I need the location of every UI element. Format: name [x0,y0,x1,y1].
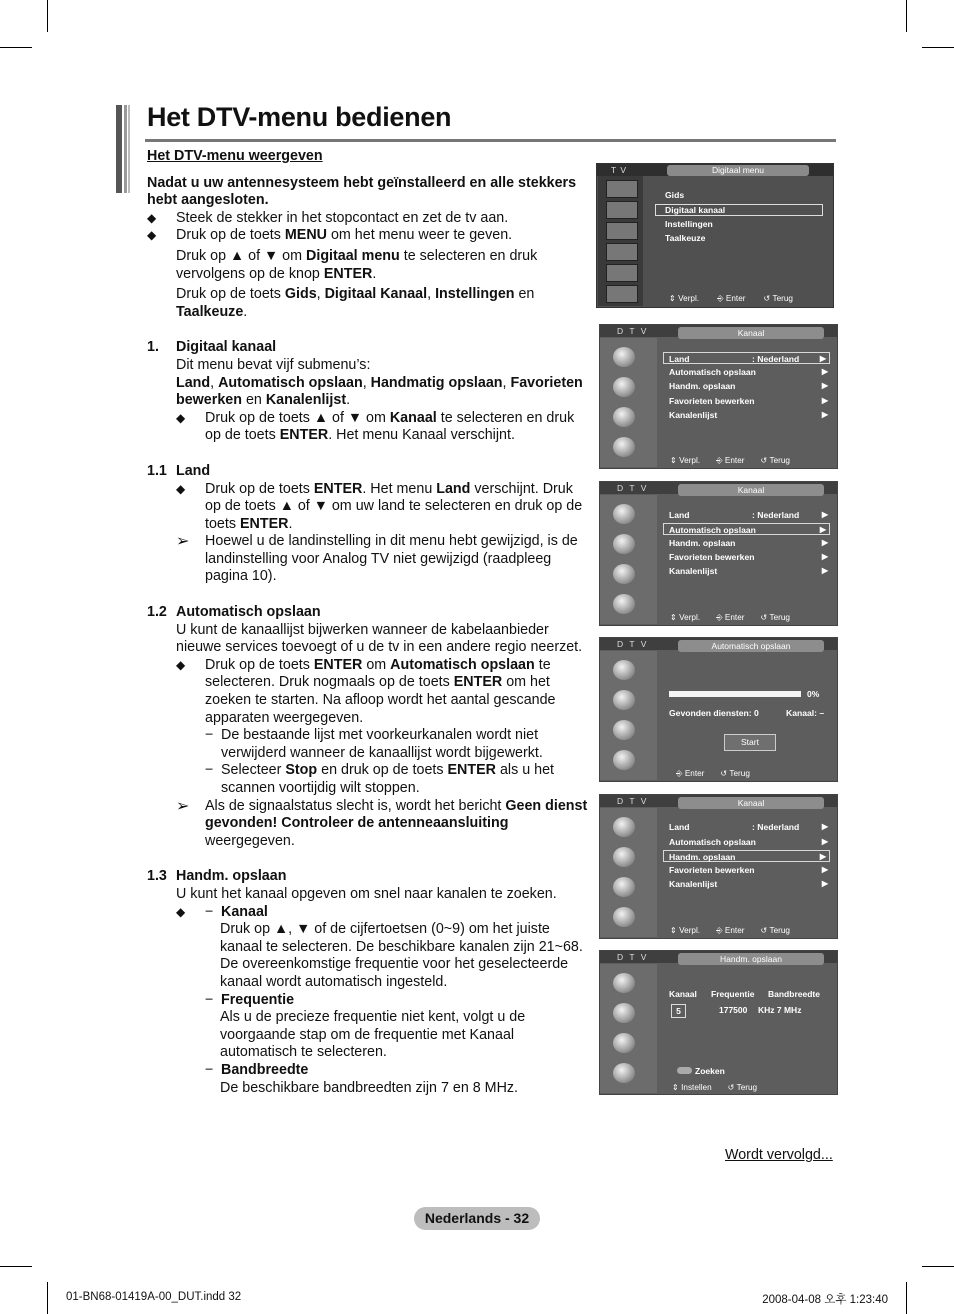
crop-mark [47,1282,48,1314]
osd-item: Favorieten bewerken ▶ [669,865,828,875]
crop-mark [906,1282,907,1314]
sec12-dash-2: − Selecteer Stop en druk op de toets ENTER als u het scannen voortijdig wilt stoppen. [205,762,554,796]
tv-icon [606,180,638,198]
sec12-desc: U kunt de kanaallijst bijwerken wanneer de kabelaanbieder nieuwe services toevoegt of u de tv in een andere regio neerzet. [176,621,583,656]
picture-icon [606,222,638,240]
crop-mark [922,1266,954,1267]
sec13-frequentie: − Frequentie [205,991,295,1008]
bandwidth-value: KHz 7 MHz [758,1005,802,1015]
satellite-icon [606,264,638,282]
sec13-heading: 1.3 Handm. opslaan [147,868,287,885]
sec13-kanaal: ◆ − Kanaal [176,903,268,920]
gear-icon [613,1033,635,1053]
col-frequentie: Frequentie [711,989,755,999]
sec11-heading: 1.1 Land [147,462,211,479]
sec1-bullet: ◆ Druk op de toets ▲ of ▼ om Kanaal te selecteren en druk op de toets ENTER. Het menu Kanaal verschijnt. [176,409,575,444]
osd-footer: ⇕ Verpl. ⎆ Enter ↺ Terug [670,613,790,622]
guide-icon [613,660,635,680]
step-3: Druk op ▲ of ▼ om Digitaal menu te selecteren en druk vervolgens op de knop ENTER. [176,247,538,282]
progress-bar [669,691,801,697]
sec13-bandbreedte-text: De beschikbare bandbreedten zijn 7 en 8 MHz. [220,1079,519,1096]
sec12-note: ➢ Als de signaalstatus slecht is, wordt het bericht Geen dienst gevonden! Controleer de antenneaansluiting weergegeven. [176,797,588,849]
osd-item: Handm. opslaan ▶ [663,850,830,862]
sec12-dash-1: − De bestaande lijst met voorkeurkanalen wordt niet verwijderd wanneer de kanaallijst wordt bijgewerkt. [205,727,543,761]
channel-icon [613,377,635,397]
footer-file: 01-BN68-01419A-00_DUT.indd 32 [66,1291,242,1303]
guide-icon [613,347,635,367]
osd-item: Automatisch opslaan ▶ [663,523,830,535]
osd-tv-item: Gids [665,190,685,200]
frequency-value: 177500 [719,1005,748,1015]
osd-item: Kanalenlijst ▶ [669,566,828,576]
section-heading: Het DTV-menu weergeven [147,148,323,164]
osd-item: Favorieten bewerken ▶ [669,396,828,406]
gear-icon [613,877,635,897]
language-icon [613,437,635,457]
sec13-frequentie-text: Als u de precieze frequentie niet kent, volgt u de voorgaande stap om de frequentie met Kanaal automatisch te selecteren. [220,1009,526,1061]
osd-item: Kanalenlijst ▶ [669,879,828,889]
language-icon [613,907,635,927]
osd-item: Handm. opslaan ▶ [669,381,828,391]
osd-item: Kanalenlijst ▶ [669,410,828,420]
osd-item: Land : Nederland ▶ [669,510,828,520]
guide-icon [613,504,635,524]
osd-item: Land : Nederland ▶ [663,352,830,364]
input-icon [606,285,638,303]
crop-mark [922,47,954,48]
crop-mark [0,1266,32,1267]
search-button-icon [677,1067,692,1074]
step-1: ◆ Steek de stekker in het stopcontact en zet de tv aan. [147,209,509,226]
crop-mark [47,0,48,32]
guide-icon [613,817,635,837]
progress-percent: 0% [807,689,820,699]
osd-footer: ⇕ Verpl. ⎆ Enter ↺ Terug [670,926,790,935]
title-decoration [116,105,132,193]
channel-icon [613,1003,635,1023]
osd-handm-opslaan: D T V Handm. opslaan Kanaal Frequentie Bandbreedte 5 177500 KHz 7 MHz Zoeken ⇕ Instellen ↺ Terug [599,950,838,1095]
title-rule [145,139,836,142]
osd-item: Automatisch opslaan ▶ [669,367,828,377]
osd-kanaal-land: D T V Kanaal Land : Nederland ▶ Automatisch opslaan ▶ Handm. opslaan ▶ Favorieten bewerken ▶ Kanalenlijst ▶ ⇕ Verpl. ⎆ Enter ↺ Terug [599,324,838,469]
gear-icon [606,243,638,261]
osd-tv-item-selected: Digitaal kanaal [655,204,823,216]
osd-tv-item: Taalkeuze [665,233,706,243]
osd-automatisch-opslaan: D T V Automatisch opslaan 0% Gevonden diensten: 0 Kanaal: – Start ⎆ Enter ↺ Terug [599,637,838,782]
start-button[interactable]: Start [724,734,776,751]
step-4: Druk op de toets Gids, Digitaal Kanaal, Instellingen en Taalkeuze. [176,286,535,320]
sec11-note: ➢ Hoewel u de landinstelling in dit menu hebt gewijzigd, is de landinstelling voor Analog TV niet gewijzigd (raadpleeg pagina 10). [176,533,578,585]
osd-kanaal-handm: D T V Kanaal Land : Nederland ▶ Automatisch opslaan ▶ Handm. opslaan ▶ Favorieten bewerken ▶ Kanalenlijst ▶ ⇕ Verpl. ⎆ Enter ↺ Terug [599,794,838,939]
osd-footer: ⇕ Verpl. ⎆ Enter ↺ Terug [670,456,790,465]
sec12-heading: 1.2 Automatisch opslaan [147,604,321,621]
language-icon [613,594,635,614]
found-services: Gevonden diensten: 0 [669,708,759,718]
osd-item: Favorieten bewerken ▶ [669,552,828,562]
sec1-heading: 1. Digitaal kanaal [147,339,277,356]
channel-icon [613,690,635,710]
gear-icon [613,564,635,584]
osd-tv-tab: Digitaal menu [667,165,809,176]
osd-digitaal-menu [596,163,834,308]
sec12-bullet: ◆ Druk op de toets ENTER om Automatisch opslaan te selecteren. Druk nogmaals op de toets ENTER om het zoeken te starten. Na afloop wordt het aantal gescande apparaten weergegeven. [176,656,556,726]
sec11-bullet: ◆ Druk op de toets ENTER. Het menu Land verschijnt. Druk op de toets ▲ of ▼ om uw land te selecteren en druk op de toets ENTER. [176,480,583,532]
channel-icon [613,847,635,867]
osd-item: Handm. opslaan ▶ [669,538,828,548]
page-title: Het DTV-menu bedienen [147,102,452,132]
intro: Nadat u uw antennesysteem hebt geïnstalleerd en alle stekkers hebt aangesloten. [147,174,577,209]
dtv-icon [606,201,638,219]
col-bandbreedte: Bandbreedte [768,989,820,999]
crop-mark [906,0,907,32]
gear-icon [613,720,635,740]
sec13-bandbreedte: − Bandbreedte [205,1061,309,1078]
footer-date: 2008-04-08 오후 1:23:40 [762,1294,888,1306]
language-icon [613,750,635,770]
main-text [147,148,589,1097]
osd-tv-sidebar [598,176,643,306]
sec13-kanaal-text: Druk op ▲, ▼ of de cijfertoetsen (0~9) om het juiste kanaal te selecteren. De beschikbare kanalen zijn 21~68. De overeenkomstige frequentie voor het geselecteerde kanaal wordt automatisch ingesteld. [220,921,583,990]
osd-tv-item: Instellingen [665,219,713,229]
osd-item: Land : Nederland ▶ [669,822,828,832]
osd-kanaal-auto: D T V Kanaal Land : Nederland ▶ Automatisch opslaan ▶ Handm. opslaan ▶ Favorieten bewerken ▶ Kanalenlijst ▶ ⇕ Verpl. ⎆ Enter ↺ Terug [599,481,838,626]
page-number: Nederlands - 32 [414,1207,540,1230]
osd-footer: ⎆ Enter ↺ Terug [676,769,750,778]
crop-mark [0,47,32,48]
osd-tv-label: T V [611,165,628,175]
osd-item: Automatisch opslaan ▶ [669,837,828,847]
osd-footer: ⇕ Instellen ↺ Terug [672,1083,758,1092]
sec13-desc: U kunt het kanaal opgeven om snel naar kanalen te zoeken. [176,885,557,902]
search-label: Zoeken [695,1066,725,1076]
language-icon [613,1063,635,1083]
osd-tv-footer: ⇕ Verpl. ⎆ Enter ↺ Terug [669,294,793,303]
gear-icon [613,407,635,427]
guide-icon [613,973,635,993]
channel-status: Kanaal: – [786,708,825,718]
step-2: ◆ Druk op de toets MENU om het menu weer te geven. [147,227,513,244]
sec1-desc: Dit menu bevat vijf submenu’s: Land, Automatisch opslaan, Handmatig opslaan, Favorieten bewerken en Kanalenlijst. [176,356,583,409]
col-kanaal: Kanaal [669,989,697,999]
channel-input[interactable]: 5 [671,1004,686,1018]
channel-icon [613,534,635,554]
continued-link: Wordt vervolgd... [725,1147,833,1163]
